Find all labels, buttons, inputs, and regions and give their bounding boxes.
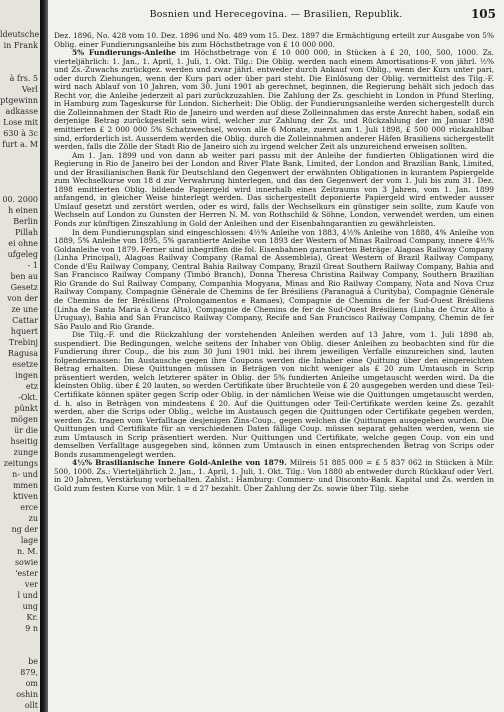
margin-fragment: be [28,657,38,666]
margin-fragment: zunge [13,448,38,457]
margin-fragment: Verl [21,85,38,94]
paragraph-text: Milreis 51 885 000 = £ 5 837 062 in Stücken à Milr. 500, 1000. Zs.: Vierteljährlich 2. Jan., 1. April, 1. Juli, 1. Okt. Tilg.: Von 1880 ab entweder durch Rückkauf oder Verl. in 20 Jahren, Verstärkung vorbehalten. Zahlst.: Hamburg: Commerz- und Disconto-Bank. Kapital und Zs. werden in Gold zum festen Kurse von Milr. 1 = d 27 bezahlt. Über Zahlung der Zs. sowie über Tilg. siehe [54,458,495,493]
adjacent-page-margin [0,0,40,712]
margin-fragment: Kr. [26,613,38,622]
margin-fragment: ver [24,580,38,589]
margin-fragment: mögen [10,415,38,424]
margin-fragment: erce [20,503,38,512]
margin-fragment: sowie [14,558,38,567]
body-text [54,32,494,494]
paragraph-text: Dez. 1896, No. 428 vom 10. Dez. 1896 und No. 489 vom 15. Dez. 1897 die Ermächtigung erteilt zur Ausgabe von 5% Oblig. einer Fundierungsanleihe bis zum Höchstbetrage von £ 10 000 000. [54,31,494,49]
margin-fragment: pünkt [14,404,38,413]
margin-fragment: oshin [16,690,38,699]
margin-fragment: adkasse [5,107,38,116]
margin-fragment: mmen [12,481,38,490]
paragraph [54,229,494,332]
margin-fragment: esetze [12,360,38,369]
margin-fragment: lage [20,536,38,545]
margin-fragment: Berlin [13,217,38,226]
margin-fragment: n- und [12,470,38,479]
margin-fragment: furt a. M [2,140,38,149]
margin-fragment: ei ohne [8,239,38,248]
margin-fragment: ollt [24,701,38,710]
margin-fragment: 00. 2000 [2,195,38,204]
header-title: Bosnien und Herecegovina. — Brasilien, Republik. [149,9,403,20]
margin-fragment: Ragusa [7,349,38,358]
paragraph-text: In dem Fundierungsplan sind eingeschlossen: 4½% Anleihe von 1883, 4½% Anleihe von 1888, 4% Anleihe von 1889, 5% Anleihe von 1895, 5% garantierte Anleihe von 1893 der Western of Minas Railroad Company, innere 4½% Goldanleihe von 1879. Ferner sind inbegriffen die fol. Eisenbahnen garantierten Beträge: Alagoas Railway Company (Linha Principal), Alagoas Railway Company (Ramal de Assembleia), Great Western of Brazil Railway Company, Conde d'Eu Railway Company, Central Bahia Railway Company, Brazil Great Southern Railway Company, Bahia and San Francisco Railway Company (Timbó Branch), Donna Theresa Christina Railway Company, Southern Brazilian Rio Grande do Sul Railway Company, Companhia Mogyana, Minas and Rio Railway Company, Nota and Nova Cruz Railway Company, Compagnie Générale de Chemins de fer Brésiliens (Paranaguá à Curityba), Compagnie Générale de Chemins de fer Brésiliens (Prolongamentos e Ramaes), Compagnie de Chemins de fer Sud-Ouest Brésiliens (Linha de Santa Maria à Cruz Alta), Compagnie de Chemins de fer de Sud-Ouest Brésiliens (Linha de Cruz Alto à Uruguay), Bahia and San Francisco Railway Company, Recife and San Francisco Railway Company, Chemin de fer São Paulo and Rio Grande. [54,227,494,331]
book-page [48,0,504,712]
margin-fragment: 879, [20,668,38,677]
margin-fragment: -Okt. [18,393,38,402]
paragraph-text: Am 1. Jan. 1899 und von dann ab weiter pari passu mit der Anleihe der fundierten Obligationen wird die Regierung in Rio de Janeiro bei der London and River Plate Bank, Limited, der London and Brazilian Bank, Limited, und der Brasilianischen Bank für Deutschland den Gegenwert der erwähnten Obligationen in kurantem Papiergelde zum Wechselkurse von 18 d zur Verwahrung hinterlegen, und das den Gegenwert der vom 1. Juli bis zum 31. Dez. 1898 emittierten Oblig. bildende Papiergeld wird innerhalb eines Zeitraums von 3 Jahren, vom 1. Jan. 1899 anfangend, in gleicher Weise hinterlegt werden. Das sichergestellt deponierte Papiergeld wird entweder ausser Umlauf gesetzt und zerstört werden, oder es wird, falls der Wechselkurs ein günstiger sein sollte, zum Kaufe von Wechseln auf London zu Gunsten der Herren N. M. von Rothschild & Söhne, London, verwendet werden, um einen Fonds zur künftigen Zinszahlung in Gold der Anleihen und der Eisenbahngarantien zu gewährleisten. [54,150,494,229]
margin-fragment: hseitig [10,437,38,446]
page-number: 105 [470,7,496,21]
margin-fragment: à frs. 5 [9,74,38,83]
paragraph-text: Die Tilg.-F. und die Rückzahlung der vorstehenden Anleihen werden auf 13 Jahre, vom 1. Juli 1898 ab, suspendiert. Die Bedingungen, welche seitens der Inhaber von Oblig. dieser Anleihen zu beobachten sind für die Fundierung ihrer Coup., die bis zum 30 Juni 1901 inkl. bei ihrem jeweiligen Verfalle einzureichen sind, lauten folgendermassen: Im Austausche gegen ihre Coupons werden die Inhaber eine Quittung über den eingereichten Betrag erhalten. Diese Quittungen müssen in Beträgen von nicht weniger als £ 20 zum Umtausch in Scrip präsentiert werden, welch letzterer später in Oblig. der 5% fundierten Anleihe umgetauscht werden wird. Da die kleinsten Oblig. über £ 20 lauten, so werden Certifikate über Bruchteile von £ 20 ausgegeben werden und diese Teil-Certifikate können später gegen Scrip oder Oblig. in der nämlichen Weise wie die Quittungen umgetauscht werden, d. h. also in Beträgen von mindestens £ 20. Auf die Quittungen oder Teil-Certifikate werden keine Zs. gezahlt werden, aber die Scrips oder Oblig., welche im Austausch gegen die Quittungen oder Certifikate gegeben werden, werden Zs. tragen vom Verfalltage desjenigen Zins-Coup., gegen welchen die Quittungen ausgegeben wurden. Die Quittungen und Certifikate für an verschiedenen Daten fällige Coup. müssen separat gehalten werden, wenn sie zum Umtausch in Scrip präsentiert werden. Nur Quittungen und Certifikate, welche gegen Coup. von ein und demselben Verfalltage ausgegeben sind, können zum Umtausch in einen entsprechenden Betrag von Scrips oder Bonds zusammengelegt werden. [54,330,494,459]
margin-fragment: ung [22,602,38,611]
paragraph [54,331,494,459]
margin-fragment: ng der [11,525,38,534]
margin-fragment: Trebinj [8,338,38,347]
margin-fragment: in Frank [3,41,38,50]
paragraph [54,152,494,229]
margin-fragment: etz [25,382,38,391]
margin-fragment: ze une [11,305,38,314]
margin-fragment: ktiven [12,492,38,501]
paragraph [54,32,494,49]
paragraph-heading: 4½% Brasilianische Innere Gold-Anleihe von 1879. [72,458,287,468]
margin-fragment: 630 à 3c [3,129,38,138]
margin-fragment: Pillah [15,228,38,237]
margin-fragment: zeitungs [3,459,38,468]
margin-fragment: ptgewinn [0,96,38,105]
margin-fragment: Lose mit [3,118,38,127]
paragraph-text: im Höchstbetrage von £ 10 000 000, in Stücken à £ 20, 100, 500, 1000. Zs. vierteljährlich: 1. Jan., 1. April, 1. Juli, 1. Okt. Tilg.: Die Oblig. werden nach einem Amortisations-F. von jährl. ½% und Zs.-Zuwachs zurückgez. werden und zwar jährl. entweder durch Ankauf von Oblig., wenn der Kurs unter pari, oder durch Ziehungen, wenn der Kurs pari oder über pari steht. Die Einlösung der Oblig. vermittelst des Tilg.-F. wird nach Ablauf von 10 Jahren, vom 30. Juni 1901 ab gerechnet, beginnen, die Regierung behält sich jedoch das Recht vor, die Anleihe jederzeit al pari zurückzuzahlen. Die Zahlung der Zs. geschieht in London in Pfund Sterling, in Hamburg zum Tageskurse für London. Sicherheit: Die Oblig. der Fundierungsanleihe werden sichergestellt durch die Zolleinnahmen der Stadt Rio de Janeiro und werden auf diese Zolleinnahmen das erste Anrecht haben, sodaß ein derjenige Betrag zurückgestellt sein wird, welcher zur Zahlung der Zs. und Rückzahlung der im Januar 1898 emittierten £ 2 000 000 5% Schatzwechsel, wovon alle 6 Monate, zuerst am 1. Juli 1898, £ 500 000 rückzahlbar sind, erforderlich ist. Ausserdem werden die Oblig. durch die Zolleinnahmen anderer Häfen Brasiliens sichergestellt werden, falls die Zölle der Stadt Rio de Janeiro sich zu irgend welcher Zeit als unzureichend erweisen sollten. [54,48,494,152]
paragraph [54,49,494,152]
paragraph [54,459,494,493]
margin-fragment: ldeutsche [0,30,40,39]
margin-fragment: zu [28,514,38,523]
margin-fragment: - 1 [27,261,38,270]
book-binding-shadow [40,0,48,712]
running-header [48,9,504,23]
margin-fragment: hquert [10,327,38,336]
margin-fragment: von der [7,294,38,303]
margin-fragment: 9 n [25,624,38,633]
margin-fragment: ingen [15,371,38,380]
margin-fragment: ür die [14,426,38,435]
margin-fragment: l und [17,591,38,600]
margin-fragment: ben au [10,272,38,281]
margin-fragment: h einen [7,206,38,215]
margin-fragment: 'ester [15,569,38,578]
margin-fragment: Cattar [12,316,38,325]
margin-fragment: om [25,679,38,688]
paragraph-heading: 5% Fundierungs-Anleihe [72,48,176,58]
margin-fragment: Gesetz [10,283,38,292]
margin-fragment: n. M. [17,547,38,556]
margin-fragment: ufgeleg [7,250,38,259]
